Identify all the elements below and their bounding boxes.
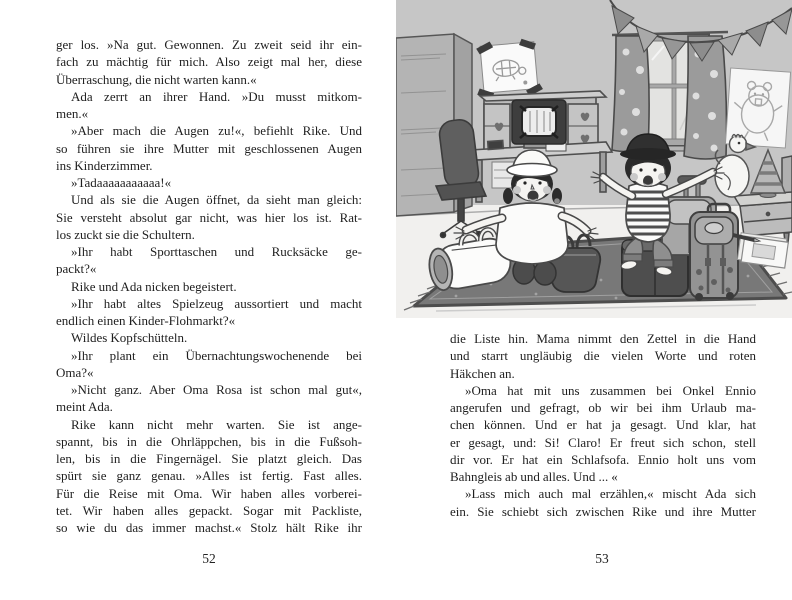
- right-page-text: [450, 330, 756, 520]
- text-line: so führen sie ihre Mutter mit geschlossenen Augen: [56, 140, 362, 156]
- tv: [512, 100, 566, 144]
- text-line: meint Ada.: [56, 399, 113, 415]
- text-line: er gesagt, und: Si! Claro! Er freut sich schon, stell: [450, 434, 756, 450]
- text-line: angerufen und gefragt, ob wir bei ihm Urlaub ma-: [450, 400, 756, 415]
- text-line: tet. Wir haben alles gepackt. Sogar mit Packliste,: [56, 502, 362, 518]
- text-line: len, bis in die Fingernägel. Sie platzt gleich. Das: [56, 451, 362, 466]
- text-line: fach zu mächtig für mich. Also zeigt mal her, diese: [56, 54, 362, 70]
- text-line: ger los. »Na gut. Gewonnen. Zu zweit seid ihr ein-: [56, 37, 362, 52]
- text-line: Überraschung, die nicht warten kann.«: [56, 71, 257, 87]
- text-line: Und als sie die Augen öffnet, da sieht man gleich:: [71, 192, 362, 208]
- text-line: »Tadaaaaaaaaaaa!«: [71, 175, 172, 190]
- turtle-picture: [473, 37, 544, 101]
- text-line: Ada zerrt an ihrer Hand. »Du musst mitkom-: [71, 88, 362, 104]
- page-number-right: 53: [595, 551, 609, 566]
- text-line: los zuckt sie die Schultern.: [56, 226, 195, 242]
- text-line: Bahngleis ab und alles. Und ... «: [450, 469, 618, 484]
- text-line: »Nicht ganz. Aber Oma Rosa ist schon mal gut«,: [71, 382, 362, 397]
- text-line: endlich einen Kinder-Flohmarkt?«: [56, 313, 236, 328]
- text-line: »Ihr habt altes Spielzeug aussortiert und macht: [71, 295, 362, 311]
- text-line: Häkchen an.: [450, 365, 515, 381]
- text-line: und starrt ungläubig die vielen Worte und roten: [450, 348, 756, 364]
- kinderzimmer-illustration: [396, 0, 792, 318]
- text-line: Rike und Ada nicken begeistert.: [71, 278, 237, 294]
- text-line: »Ihr habt Sporttaschen und Rucksäcke ge-: [71, 244, 362, 259]
- text-line: »Oma hat mit uns zusammen bei Onkel Ennio: [465, 382, 756, 398]
- text-line: chen können. Und er hat ja gesagt. Und klar, hat: [450, 417, 756, 433]
- text-line: dir vor. Er hat ein Schlafsofa. Ennio holt uns vom: [450, 451, 756, 467]
- text-line: spürt sie ganz genau. »Alles ist fertig. Fast alles.: [56, 468, 362, 484]
- text-line: Oma?«: [56, 364, 94, 380]
- text-line: so wie du das immer machst.« Stolz hält Rike ihr: [56, 520, 362, 535]
- text-line: Rike kann nicht mehr warten. Sie ist ange-: [71, 416, 362, 432]
- text-line: packt?«: [56, 261, 97, 277]
- text-line: »Lass mich auch mal erzählen,« mischt Ada sich: [465, 486, 756, 502]
- page-number-left: 52: [202, 551, 216, 566]
- text-line: Wildes Kopfschütteln.: [71, 330, 188, 346]
- text-line: Sie versteht absolut gar nicht, was hier los ist. Rat-: [56, 209, 362, 225]
- text-line: die Liste hin. Mama nimmt den Zettel in die Hand: [450, 331, 756, 346]
- text-line: »Ihr plant ein Übernachtungswochenende bei: [71, 347, 362, 363]
- text-line: »Aber mach die Augen zu!«, befiehlt Rike. Und: [71, 123, 362, 139]
- text-line: ins Kinderzimmer.: [56, 157, 153, 173]
- text-line: ein. Sie schiebt sich zwischen Rike und ihre Mutter: [450, 503, 756, 519]
- spotted-suitcase: [690, 204, 738, 301]
- left-page-text: [56, 36, 362, 536]
- text-line: men.«: [56, 106, 89, 121]
- text-line: spannt, bis in die Ohrläppchen, bis in die Fußsoh-: [56, 433, 362, 449]
- text-line: Für die Reise mit Oma. Wir haben alles vorberei-: [56, 485, 362, 501]
